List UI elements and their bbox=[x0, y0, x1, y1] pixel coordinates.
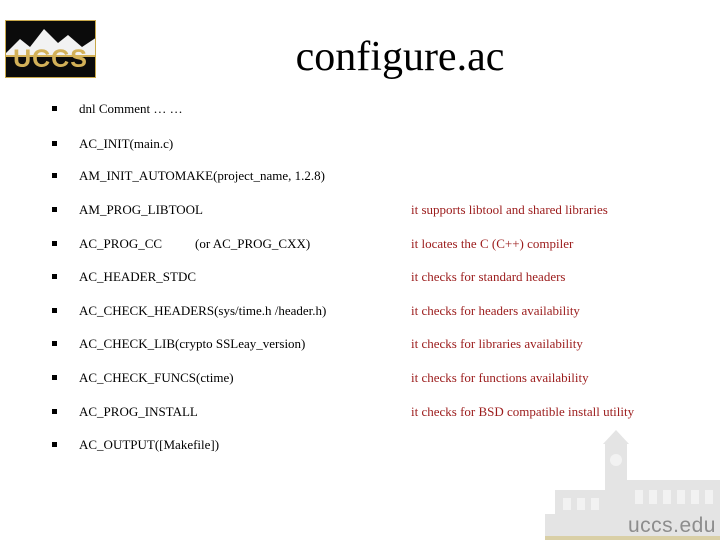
footer-url: uccs.edu bbox=[627, 514, 716, 537]
bullet-code: AC_PROG_CC bbox=[79, 236, 163, 251]
bullet-note: it checks for BSD compatible install utility bbox=[411, 404, 635, 419]
bullet-icon bbox=[52, 106, 57, 111]
bullet-icon bbox=[52, 375, 57, 380]
bullet-code: AM_PROG_LIBTOOL bbox=[79, 202, 203, 217]
slide-title: configure.ac bbox=[295, 34, 505, 80]
campus-building-graphic bbox=[545, 430, 720, 540]
bullet-code: AM_INIT_AUTOMAKE(project_name, 1.2.8) bbox=[79, 168, 325, 183]
bullet-code: AC_CHECK_LIB(crypto SSLeay_version) bbox=[79, 336, 306, 351]
bullet-code: AC_CHECK_FUNCS(ctime) bbox=[79, 370, 234, 385]
bullet-code: AC_PROG_INSTALL bbox=[79, 404, 198, 419]
bullet-icon bbox=[52, 173, 57, 178]
bullet-note: it checks for libraries availability bbox=[411, 336, 583, 351]
uccs-logo bbox=[5, 20, 96, 78]
bullet-icon bbox=[52, 442, 57, 447]
logo-text: UCCS bbox=[13, 45, 88, 73]
bullet-icon bbox=[52, 341, 57, 346]
bullet-code: AC_INIT(main.c) bbox=[79, 136, 174, 151]
bullet-icon bbox=[52, 274, 57, 279]
bullet-icon bbox=[52, 308, 57, 313]
bullet-note: it checks for standard headers bbox=[411, 269, 566, 284]
bullet-icon bbox=[52, 409, 57, 414]
bullet-note: it checks for headers availability bbox=[411, 303, 580, 318]
bullet-note: it locates the C (C++) compiler bbox=[411, 236, 574, 251]
bullet-code: AC_OUTPUT([Makefile]) bbox=[79, 437, 220, 452]
bullet-icon bbox=[52, 141, 57, 146]
bullet-code: AC_HEADER_STDC bbox=[79, 269, 197, 284]
bullet-icon bbox=[52, 241, 57, 246]
bullet-note: it checks for functions availability bbox=[411, 370, 589, 385]
bullet-icon bbox=[52, 207, 57, 212]
bullet-code: AC_CHECK_HEADERS(sys/time.h /header.h) bbox=[79, 303, 327, 318]
bullet-code-alt: (or AC_PROG_CXX) bbox=[195, 236, 311, 251]
bullet-note: it supports libtool and shared libraries bbox=[411, 202, 608, 217]
bullet-code: dnl Comment … … bbox=[79, 101, 183, 116]
